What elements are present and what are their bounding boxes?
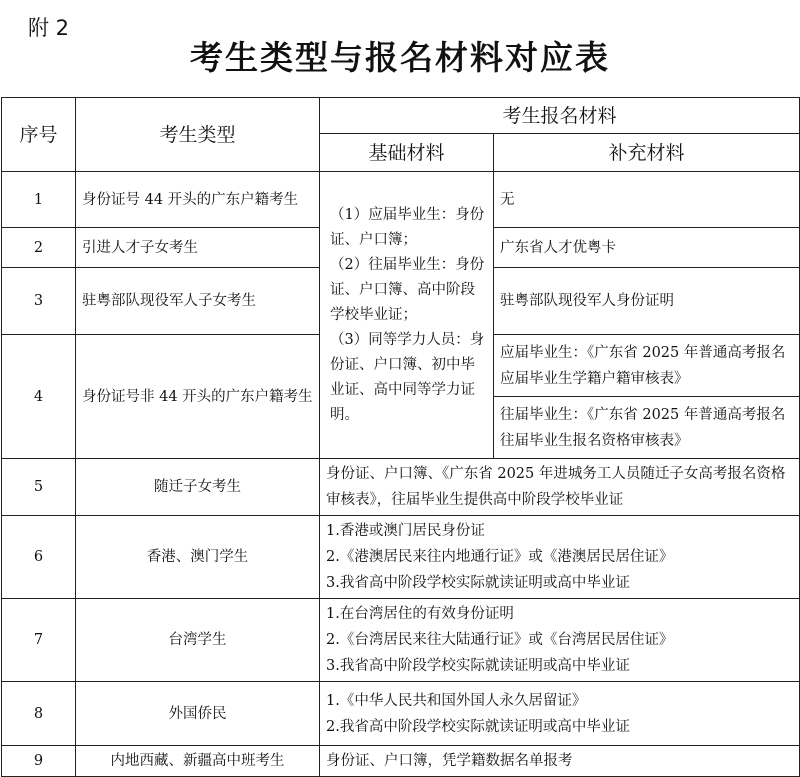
annex-label: 附 2: [28, 16, 70, 40]
basic-item: （2）往届毕业生：身份证、户口簿、高中阶段学校毕业证；: [330, 256, 485, 323]
table-row: [2, 599, 800, 682]
table-row: [2, 459, 800, 516]
material-line: 2.我省高中阶段学校实际就读证明或高中毕业证: [326, 718, 630, 735]
material-line: 3.我省高中阶段学校实际就读证明或高中毕业证: [326, 575, 630, 591]
material-line: 1.香港或澳门居民身份证: [326, 523, 485, 539]
header-supplement: 补充材料: [494, 134, 800, 172]
row-number: 6: [2, 516, 76, 599]
candidate-type: 外国侨民: [76, 682, 320, 746]
header-type: 考生类型: [76, 98, 320, 172]
candidate-type: 随迁子女考生: [76, 459, 320, 516]
row-number: 9: [2, 746, 76, 777]
candidate-type: 驻粤部队现役军人子女考生: [76, 268, 320, 335]
table-row: [2, 682, 800, 746]
candidate-type: 台湾学生: [76, 599, 320, 682]
row-number: 3: [2, 268, 76, 335]
supplement-materials-previous: 往届毕业生：《广东省 2025 年普通高考报名往届毕业生报名资格审核表》: [494, 397, 800, 459]
materials-merged: 身份证、户口簿、《广东省 2025 年进城务工人员随迁子女高考报名资格审核表》，往届毕业生提供高中阶段学校毕业证: [320, 459, 800, 516]
supplement-materials-fresh: 应届毕业生：《广东省 2025 年普通高考报名应届毕业生学籍户籍审核表》: [494, 335, 800, 397]
supplement-materials: 无: [494, 172, 800, 228]
row-number: 8: [2, 682, 76, 746]
materials-merged: [320, 599, 800, 682]
row-number: 7: [2, 599, 76, 682]
basic-item: （1）应届毕业生：身份证、户口簿；: [330, 206, 485, 248]
material-line: 1.在台湾居住的有效身份证明: [326, 606, 514, 622]
table-row: [2, 746, 800, 777]
candidate-type: 身份证号 44 开头的广东户籍考生: [76, 172, 320, 228]
basic-item: （3）同等学力人员：身份证、户口簿、初中毕业证、高中同等学力证明。: [330, 331, 485, 423]
header-materials: 考生报名材料: [320, 98, 800, 134]
materials-merged: [320, 516, 800, 599]
candidate-type: 引进人才子女考生: [76, 228, 320, 268]
page-title: 考生类型与报名材料对应表: [190, 38, 610, 77]
row-number: 5: [2, 459, 76, 516]
header-seq: 序号: [2, 98, 76, 172]
material-line: 3.我省高中阶段学校实际就读证明或高中毕业证: [326, 658, 630, 674]
candidate-type: 香港、澳门学生: [76, 516, 320, 599]
material-line: 1.《中华人民共和国外国人永久居留证》: [326, 692, 587, 709]
materials-table: [1, 97, 800, 777]
row-number: 1: [2, 172, 76, 228]
candidate-type: 身份证号非 44 开头的广东户籍考生: [76, 335, 320, 459]
materials-merged: [320, 682, 800, 746]
basic-materials-shared: [320, 172, 494, 459]
material-line: 2.《台湾居民来往大陆通行证》或《台湾居民居住证》: [326, 632, 674, 648]
table-row: [2, 516, 800, 599]
materials-merged: 身份证、户口簿，凭学籍数据名单报考: [320, 746, 800, 777]
row-number: 4: [2, 335, 76, 459]
supplement-materials: 广东省人才优粤卡: [494, 228, 800, 268]
supplement-materials: 驻粤部队现役军人身份证明: [494, 268, 800, 335]
table-row: [2, 172, 800, 228]
row-number: 2: [2, 228, 76, 268]
candidate-type: 内地西藏、新疆高中班考生: [76, 746, 320, 777]
material-line: 2.《港澳居民来往内地通行证》或《港澳居民居住证》: [326, 549, 674, 565]
header-basic: 基础材料: [320, 134, 494, 172]
